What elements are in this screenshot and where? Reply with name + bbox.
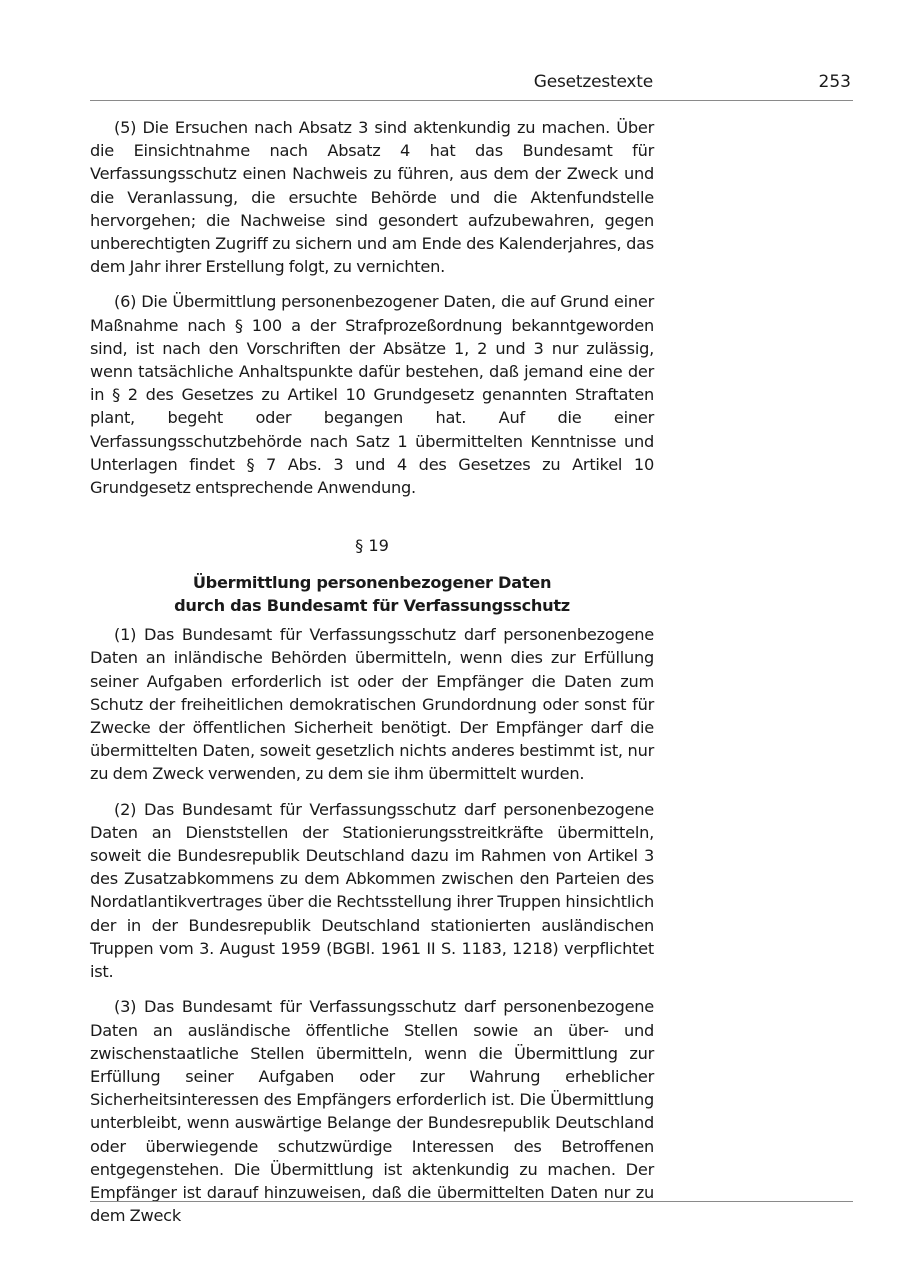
section-19-paragraph-2: (2) Das Bundesamt für Verfassungsschutz darf personenbezogene Daten an Dienststellen der Stationierungsstreitkräfte übermitteln, soweit die Bundesrepublik Deutschland dazu im Rahmen von Artikel 3 des Zusatzabkommens zu dem Abkommen zwischen den Parteien des Nordatlantikvertrages über die Rechtsstellung ihrer Truppen hinsichtlich der in der Bundesrepublik Deutschland stationierten ausländischen Truppen vom 3. August 1959 (BGBl. 1961 II S. 1183, 1218) verpflichtet ist. (90, 799, 654, 982)
section-title (90, 571, 654, 617)
page-body (90, 116, 654, 1239)
section-19-paragraph-1: (1) Das Bundesamt für Verfassungsschutz darf personenbezogene Daten an inländische Behörden übermitteln, wenn dies zur Erfüllung seiner Aufgaben erforderlich ist oder der Empfänger die Daten zum Schutz der freiheitlichen demokratischen Grundordnung oder sonst für Zwecke der öffentlichen Sicherheit benötigt. Der Empfänger darf die übermittelten Daten, soweit gesetzlich nichts anderes bestimmt ist, nur zu dem Zweck verwenden, zu dem sie ihm übermittelt wurden. (90, 625, 654, 784)
section-19-paragraph-3: (3) Das Bundesamt für Verfassungsschutz darf personenbezogene Daten an ausländische öffentliche Stellen sowie an über- und zwischenstaatliche Stellen übermitteln, wenn die Übermittlung zur Erfüllung seiner Aufgaben oder zur Wahrung erheblicher Sicherheitsinteressen des Empfängers erforderlich ist. Die Übermittlung unterbleibt, wenn auswärtige Belange der Bundesrepublik Deutschland oder überwiegende schutzwürdige Interessen des Betroffenen entgegenstehen. Die Übermittlung ist aktenkundig zu machen. Der Empfänger ist darauf hinzuweisen, daß die übermittelten Daten nur zu dem Zweck (90, 997, 654, 1226)
running-header (90, 70, 853, 101)
section-number: § 19 (355, 536, 389, 556)
footer-divider (90, 1201, 853, 1202)
header-title: Gesetzestexte (533, 72, 653, 92)
section-title-line-1: Übermittlung personenbezogener Daten (192, 573, 552, 593)
paragraph-5: (5) Die Ersuchen nach Absatz 3 sind aktenkundig zu machen. Über die Einsichtnahme nach Absatz 4 hat das Bundesamt für Verfassungsschutz einen Nachweis zu führen, aus dem der Zweck und die Veranlassung, die ersuchte Behörde und die Aktenfundstelle hervorgehen; die Nachweise sind gesondert aufzubewahren, gegen unberechtigten Zugriff zu sichern und am Ende des Kalenderjahres, das dem Jahr ihrer Erstellung folgt, zu vernichten. (90, 118, 654, 277)
page-number: 253 (818, 72, 851, 92)
section-title-line-2: durch das Bundesamt für Verfassungsschutz (174, 596, 570, 616)
paragraph-6: (6) Die Übermittlung personenbezogener Daten, die auf Grund einer Maßnahme nach § 100 a der Strafprozeßordnung bekanntgeworden sind, ist nach den Vorschriften der Absätze 1, 2 und 3 nur zulässig, wenn tatsächliche Anhaltspunkte dafür bestehen, daß jemand eine der in § 2 des Gesetzes zu Artikel 10 Grundgesetz genannten Straftaten plant, begeht oder begangen hat. Auf die einer Verfassungsschutzbehörde nach Satz 1 übermittelten Kenntnisse und Unterlagen findet § 7 Abs. 3 und 4 des Gesetzes zu Artikel 10 Grundgesetz entsprechende Anwendung. (90, 292, 654, 498)
